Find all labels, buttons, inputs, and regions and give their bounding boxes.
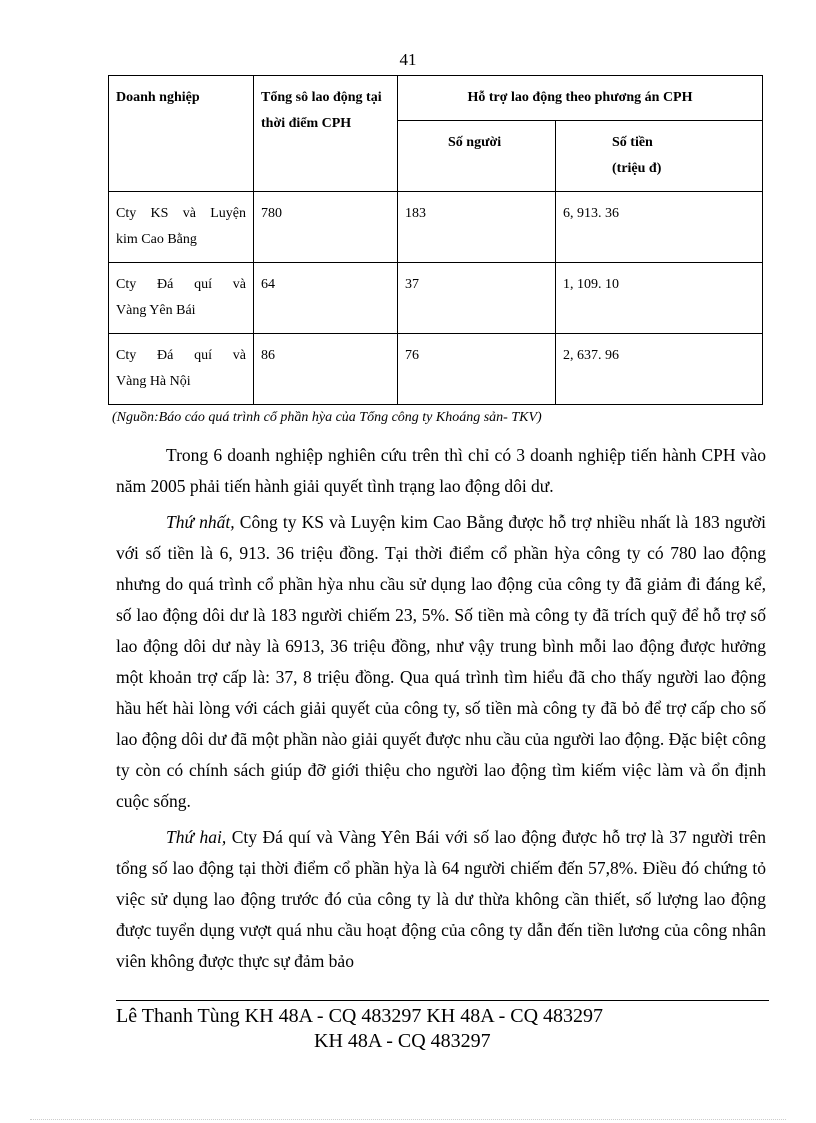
paragraph-text: Cty Đá quí và Vàng Yên Bái với số lao động được hỗ trợ là 37 người trên tổng số lao động tại thời điểm cổ phần hỳa là 64 người chiếm đến 57,8%. Điều đó chứng tỏ việc sử dụng lao động trước đó của công ty là dư thừa không cần thiết, số lượng lao động được tuyển dụng vượt quá nhu cầu hoạt động của công ty dẫn đến tiền lương của công nhân viên không được thực sự đảm bảo (116, 827, 766, 971)
footer-line1: Lê Thanh Tùng KH 48A - CQ 483297 KH 48A - CQ 483297 (116, 1005, 604, 1027)
paragraph: Trong 6 doanh nghiệp nghiên cứu trên thì chỉ có 3 doanh nghiệp tiến hành CPH vào năm 2005 phải tiến hành giải quyết tình trạng lao động dôi dư. (116, 445, 766, 496)
footer-line2: KH 48A - CQ 483297 (314, 1030, 491, 1052)
cell-total: 86 (254, 334, 398, 405)
source-note: (Nguồn:Báo cáo quá trình cổ phần hỳa của Tổng công ty Khoáng sản- TKV) (112, 410, 542, 425)
cell-enterprise-line1: Cty Đá quí và (116, 277, 246, 292)
page-number: 41 (399, 50, 417, 69)
cell-people: 76 (398, 334, 556, 405)
cell-amount: 6, 913. 36 (556, 192, 763, 263)
header-amount (556, 121, 763, 192)
header-support-group: Hỗ trợ lao động theo phương án CPH (398, 76, 763, 121)
paragraph-lead: Thứ nhất, (166, 512, 235, 532)
header-total-labor: Tổng sô lao động tại thời điểm CPH (254, 76, 398, 192)
bottom-dotted-border (30, 1119, 786, 1120)
footer-divider (116, 1000, 769, 1001)
cell-enterprise (109, 192, 254, 263)
cell-total: 64 (254, 263, 398, 334)
cell-enterprise (109, 334, 254, 405)
cell-people: 183 (398, 192, 556, 263)
paragraph-lead: Thứ hai, (166, 827, 227, 847)
header-num-people: Số người (398, 121, 556, 192)
paragraph (116, 507, 766, 817)
paragraph (116, 822, 766, 977)
cell-amount: 1, 109. 10 (556, 263, 763, 334)
cell-total: 780 (254, 192, 398, 263)
page-footer (116, 1004, 769, 1054)
paragraph-text: Công ty KS và Luyện kim Cao Bằng được hỗ trợ nhiều nhất là 183 người với số tiền là 6, 913. 36 triệu đồng. Tại thời điểm cổ phần hỳa công ty có 780 lao động nhưng do quá trình cổ phần hỳa nhu cầu sử dụng lao động của công ty đã giảm đi đáng kể, số lao động dôi dư là 183 người chiếm 23, 5%. Số tiền mà công ty đã trích quỹ để hỗ trợ số lao động dôi dư này là 6913, 36 triệu đồng, như vậy trung bình mỗi lao động được hưởng một khoản trợ cấp là: 37, 8 triệu đồng. Qua quá trình tìm hiểu đã cho thấy người lao động hầu hết hài lòng với cách giải quyết của công ty, số tiền mà công ty đã bỏ để trợ cấp cho số lao động dôi dư đã một phần nào giải quyết được nhu cầu của người lao động. Đặc biệt công ty còn có chính sách giúp đỡ giới thiệu cho người lao động tìm kiếm việc làm và ổn định cuộc sống. (116, 512, 766, 811)
header-enterprise: Doanh nghiệp (109, 76, 254, 192)
cell-people: 37 (398, 263, 556, 334)
cell-enterprise-line2: kim Cao Bằng (116, 232, 197, 247)
table-row (109, 263, 763, 334)
cell-enterprise-line1: Cty KS và Luyện (116, 206, 246, 221)
body-text (116, 440, 766, 982)
cell-enterprise-line2: Vàng Yên Bái (116, 303, 196, 318)
cell-amount: 2, 637. 96 (556, 334, 763, 405)
cell-enterprise (109, 263, 254, 334)
header-amount-line2: (triệu đ) (612, 161, 662, 176)
table-header-row (109, 76, 763, 121)
table-row (109, 334, 763, 405)
cell-enterprise-line1: Cty Đá quí và (116, 348, 246, 363)
header-amount-line1: Số tiền (612, 135, 653, 150)
labor-support-table (108, 75, 763, 405)
cell-enterprise-line2: Vàng Hà Nội (116, 374, 191, 389)
table-row (109, 192, 763, 263)
